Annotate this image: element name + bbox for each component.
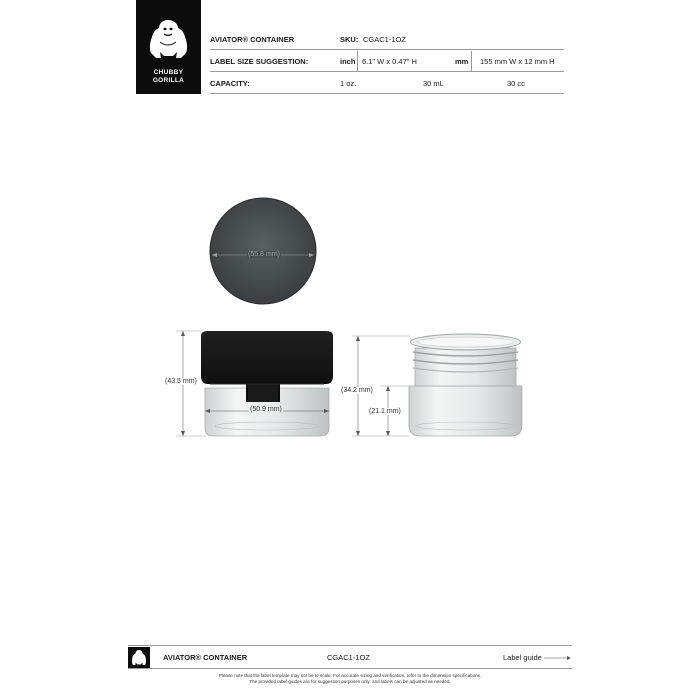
capacity-oz: 1 oz.: [340, 79, 357, 88]
gorilla-icon: [128, 647, 150, 669]
footer-logo: [128, 647, 150, 669]
disclaimer-line2: The provided label guides are for suggestion purposes only, and labels can be adjusted as needed.: [249, 679, 451, 684]
sku-value: CGAC1-1OZ: [363, 35, 406, 44]
arrow-right-icon: [544, 654, 572, 662]
jar-width-label: (50.9 mm): [250, 406, 282, 413]
footer-bottom-divider: [128, 668, 572, 669]
total-height-label: (43.5 mm): [165, 378, 197, 385]
sku-label: SKU:: [340, 35, 359, 44]
footer-product-name: AVIATOR® CONTAINER: [163, 653, 248, 662]
label-size-label: LABEL SIZE SUGGESTION:: [210, 57, 309, 66]
mm-unit: mm: [455, 57, 469, 66]
disclaimer-line1: Please note that the label template may not be to scale. For accurate sizing and verification, refer to the dimension specifications.: [218, 673, 482, 678]
product-name: AVIATOR® CONTAINER: [210, 35, 295, 44]
footer-label-guide: Label guide: [503, 653, 542, 662]
jar-with-lid-side-view: [176, 331, 333, 436]
brand-name-line2: GORILLA: [152, 77, 185, 84]
jar-open-side-view: [352, 334, 522, 436]
footer-sku: CGAC1-1OZ: [327, 653, 370, 662]
brand-name-line1: CHUBBY: [153, 69, 184, 76]
capacity-cc: 30 cc: [507, 79, 525, 88]
inch-unit: inch: [340, 57, 356, 66]
capacity-ml: 30 mL: [423, 79, 444, 88]
footer-top-divider: [128, 645, 572, 646]
capacity-label: CAPACITY:: [210, 79, 250, 88]
mm-value: 155 mm W x 12 mm H: [480, 57, 555, 66]
label-area-height-label: (21.1 mm): [369, 408, 401, 415]
inch-value: 6.1" W x 0.47" H: [362, 57, 417, 66]
jar-height-label: (34.2 mm): [341, 387, 373, 394]
lid-diameter-label: (55.8 mm): [248, 251, 280, 258]
